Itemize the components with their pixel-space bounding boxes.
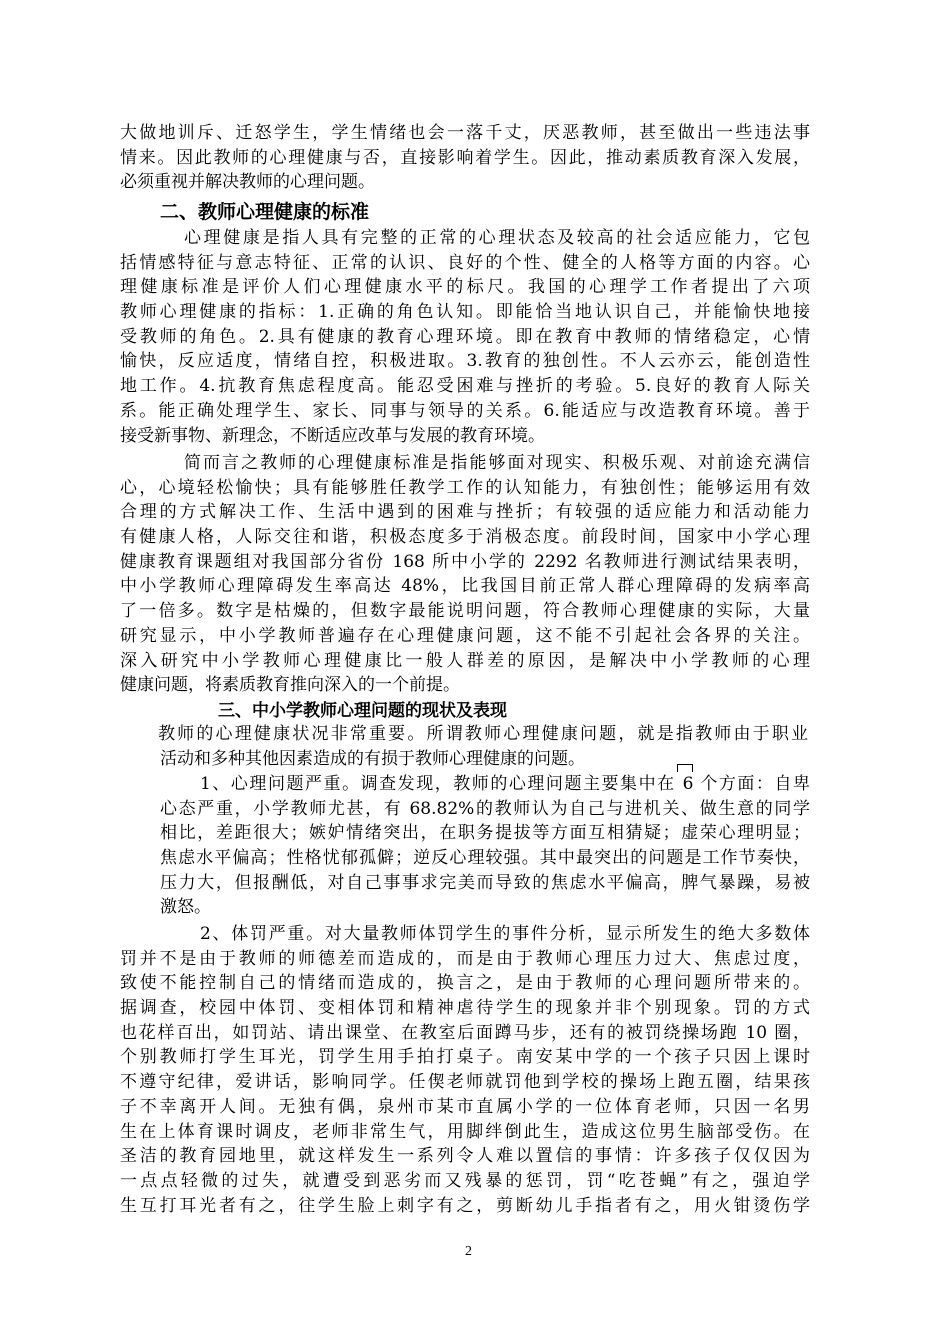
text-line: 子不幸离开人间。无独有偶，泉州市某市直属小学的一位体育老师，只因一名男	[120, 1096, 810, 1117]
text-line: 2、体罚严重。对大量教师体罚学生的事件分析，显示所发生的绝大多数体	[200, 924, 810, 944]
paragraph-item-2	[120, 922, 810, 1218]
text-line: 相比，差距很大；嫉妒情绪突出，在职务提拔等方面互相猜疑；虚荣心理明显；	[160, 823, 810, 844]
text-line: 地工作。4.抗教育焦虑程度高。能忍受困难与挫折的考验。5.良好的教育人际关	[120, 376, 810, 397]
edit-mark-icon	[677, 764, 693, 772]
text-line: 1、心理问题严重。调查发现，教师的心理问题主要集中在 6 个方面：自卑	[200, 774, 810, 794]
paragraph-definition	[158, 722, 808, 771]
text-line: 大做地训斥、迁怒学生，学生情绪也会一落千丈，厌恶教师，甚至做出一些违法事	[120, 123, 810, 143]
text-line: 焦虑水平偏高；性格忧郁孤僻；逆反心理较强。其中最突出的问题是工作节奏快，	[160, 848, 810, 869]
paragraph-intro	[120, 121, 810, 195]
text-line: 合理的方式解决工作、生活中遇到的困难与挫折；有较强的适应能力和活动能力	[120, 502, 810, 523]
text-line: 了一倍多。数字是枯燥的，但数字最能说明问题，符合教师心理健康的实际，大量	[120, 601, 810, 622]
text-line: 研究显示，中小学教师普遍存在心理健康问题，这不能不引起社会各界的关注。	[120, 625, 810, 646]
paragraph-item-1	[160, 772, 810, 920]
text-line: 必须重视并解决教师的心理问题。	[120, 172, 375, 193]
text-line: 生互打耳光者有之，往学生脸上刺字有之，剪断幼儿手指者有之，用火钳烫伤学	[120, 1195, 810, 1216]
page-number: 2	[465, 1244, 472, 1259]
text-line: 罚并不是由于教师的师德差而造成的，而是由于教师心理压力过大、焦虑过度，	[120, 948, 810, 969]
text-line: 有健康人格，人际交往和谐，积极态度多于消极态度。前段时间，国家中小学心理	[120, 527, 810, 548]
paragraph-summary	[120, 451, 810, 698]
text-line: 不遵守纪律，爱讲话，影响同学。任偰老师就罚他到学校的操场上跑五圈，结果孩	[120, 1072, 810, 1093]
section-heading-3: 三、中小学教师心理问题的现状及表现	[218, 701, 507, 721]
text-line: 致使不能控制自己的情绪而造成的，换言之，是由于教师的心理问题所带来的。	[120, 973, 810, 994]
text-line: 心理健康是指人具有完整的正常的心理状态及较高的社会适应能力，它包	[184, 228, 810, 248]
paragraph-standard	[120, 226, 810, 448]
text-line: 一点点轻微的过失，就遭受到恶劣而又残暴的惩罚，罚“吃苍蝇”有之，强迫学	[120, 1170, 810, 1191]
text-line: 中小学教师心理障碍发生率高达 48%，比我国目前正常人群心理障碍的发病率高	[120, 576, 810, 597]
text-line: 情来。因此教师的心理健康与否，直接影响着学生。因此，推动素质教育深入发展，	[120, 147, 810, 168]
text-line: 简而言之教师的心理健康标准是指能够面对现实、积极乐观、对前途充满信	[184, 453, 810, 473]
text-line: 压力大，但报酬低，对自己事事求完美而导致的焦虑水平偏高，脾气暴躁，易被	[160, 872, 810, 893]
text-line: 系。能正确处理学生、家长、同事与领导的关系。6.能适应与改造教育环境。善于	[120, 400, 810, 421]
text-line: 教师心理健康的指标：1.正确的角色认知。即能恰当地认识自己，并能愉快地接	[120, 302, 810, 323]
text-line: 据调查，校园中体罚、变相体罚和精神虐待学生的现象并非个别现象。罚的方式	[120, 998, 810, 1019]
text-line: 活动和多种其他因素造成的有损于教师心理健康的问题。	[160, 748, 585, 769]
text-line: 健康教育课题组对我国部分省份 168 所中小学的 2292 名教师进行测试结果表明，	[120, 551, 810, 572]
text-line: 圣洁的教育园地里，就这样发生一系列令人难以置信的事情：许多孩子仅仅因为	[120, 1146, 810, 1167]
text-line: 心态严重，小学教师尤甚，有 68.82%的教师认为自己与进机关、做生意的同学	[160, 798, 810, 819]
text-line: 个别教师打学生耳光，罚学生用手拍打桌子。南安某中学的一个孩子只因上课时	[120, 1047, 810, 1068]
text-line: 受教师的角色。2.具有健康的教育心理环境。即在教育中教师的情绪稳定，心情	[120, 326, 810, 347]
text-line: 也花样百出，如罚站、请出课堂、在教室后面蹲马步，还有的被罚绕操场跑 10 圈，	[120, 1022, 810, 1043]
text-line: 激怒。	[160, 897, 211, 918]
text-line: 心，心境轻松愉快；具有能够胜任教学工作的认知能力，有独创性；能够运用有效	[120, 477, 810, 498]
section-heading-2: 二、教师心理健康的标准	[160, 201, 370, 223]
text-line: 教师的心理健康状况非常重要。所谓教师心理健康问题，就是指教师由于职业	[158, 724, 808, 744]
text-line: 括情感特征与意志特征、正常的认识、良好的个性、健全的人格等方面的内容。心	[120, 252, 810, 273]
text-line: 愉快，反应适度，情绪自控，积极进取。3.教育的独创性。不人云亦云，能创造性	[120, 351, 810, 372]
text-line: 健康问题，将素质教育推向深入的一个前提。	[120, 675, 460, 696]
text-line: 理健康标准是评价人们心理健康水平的标尺。我国的心理学工作者提出了六项	[120, 277, 810, 298]
text-line: 接受新事物、新理念，不断适应改革与发展的教育环境。	[120, 425, 545, 446]
text-line: 生在上体育课时调皮，老师非常生气，用脚绊倒此生，造成这位男生脑部受伤。在	[120, 1121, 810, 1142]
text-line: 深入研究中小学教师心理健康比一般人群差的原因，是解决中小学教师的心理	[120, 650, 810, 671]
